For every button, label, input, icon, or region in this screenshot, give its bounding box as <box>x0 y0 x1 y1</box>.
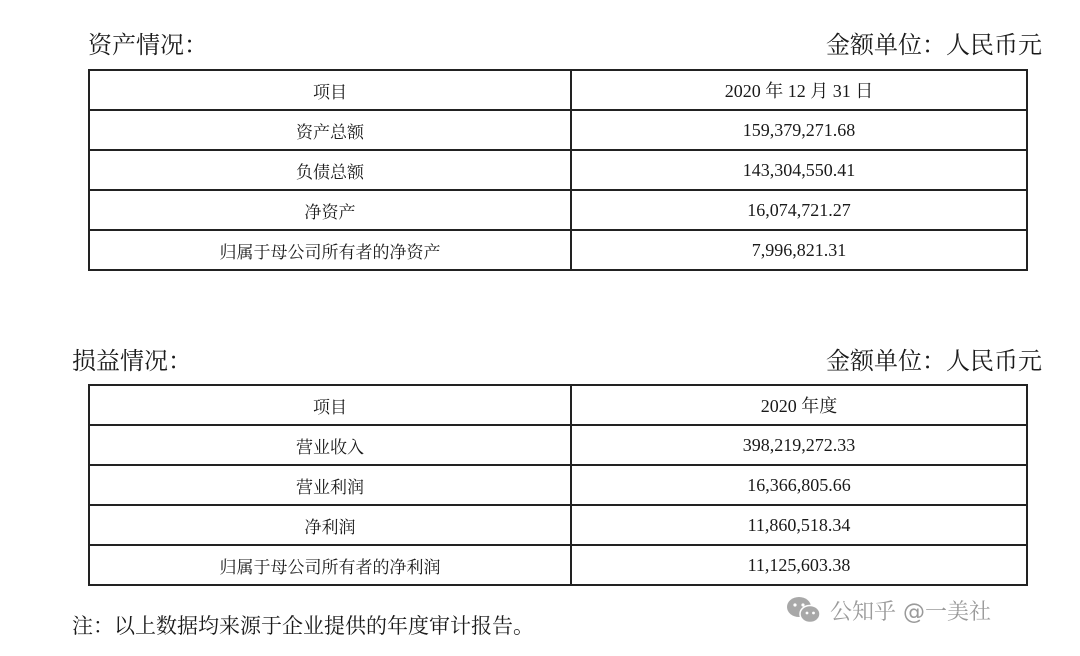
row-label: 营业利润 <box>89 465 571 505</box>
table-row <box>89 230 1027 270</box>
row-value: 143,304,550.41 <box>571 150 1027 190</box>
table-row <box>89 505 1027 545</box>
income-unit-label: 金额单位：人民币元 <box>826 347 1042 375</box>
table-row <box>89 545 1027 585</box>
wechat-icon <box>786 595 822 625</box>
column-header-year: 2020 年度 <box>571 385 1027 425</box>
row-value: 11,860,518.34 <box>571 505 1027 545</box>
row-value: 7,996,821.31 <box>571 230 1027 270</box>
row-value: 16,074,721.27 <box>571 190 1027 230</box>
row-label: 净利润 <box>89 505 571 545</box>
assets-heading: 资产情况： <box>88 31 208 59</box>
row-label: 净资产 <box>89 190 571 230</box>
row-label: 归属于母公司所有者的净利润 <box>89 545 571 585</box>
table-row <box>89 465 1027 505</box>
table-row <box>89 190 1027 230</box>
income-table <box>88 384 1028 586</box>
row-value: 398,219,272.33 <box>571 425 1027 465</box>
watermark-text: 公知乎 @一美社 <box>830 599 991 625</box>
row-label: 归属于母公司所有者的净资产 <box>89 230 571 270</box>
column-header-item: 项目 <box>89 385 571 425</box>
footnote: 注：以上数据均来源于企业提供的年度审计报告。 <box>72 614 534 638</box>
table-header-row <box>89 385 1027 425</box>
column-header-item: 项目 <box>89 70 571 110</box>
row-value: 159,379,271.68 <box>571 110 1027 150</box>
table-row <box>89 110 1027 150</box>
assets-unit-label: 金额单位：人民币元 <box>826 31 1042 59</box>
row-value: 11,125,603.38 <box>571 545 1027 585</box>
table-row <box>89 425 1027 465</box>
row-value: 16,366,805.66 <box>571 465 1027 505</box>
income-heading: 损益情况： <box>72 347 192 375</box>
table-row <box>89 150 1027 190</box>
watermark <box>786 590 991 630</box>
column-header-date: 2020 年 12 月 31 日 <box>571 70 1027 110</box>
row-label: 负债总额 <box>89 150 571 190</box>
table-header-row <box>89 70 1027 110</box>
row-label: 营业收入 <box>89 425 571 465</box>
row-label: 资产总额 <box>89 110 571 150</box>
assets-table <box>88 69 1028 271</box>
